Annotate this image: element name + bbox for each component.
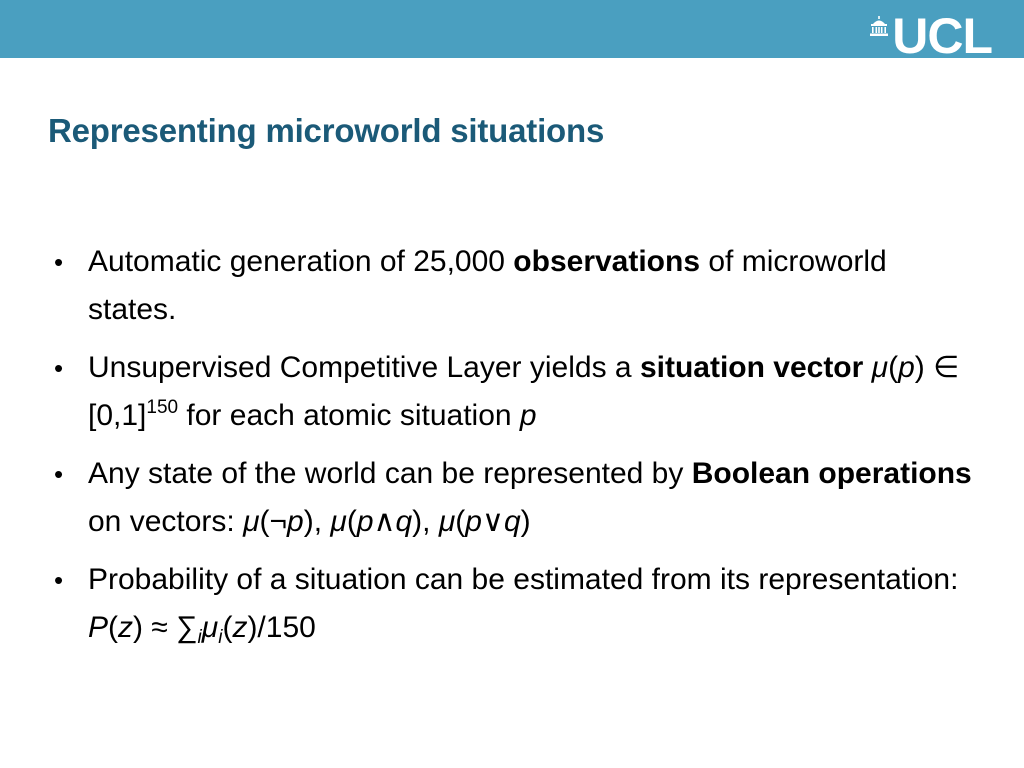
math-symbol: q <box>395 505 413 538</box>
math-text: ( <box>222 611 233 644</box>
bullet-situation-vector <box>48 344 978 440</box>
math-text: ( <box>888 351 899 384</box>
bullet-bold-text: observations <box>513 245 701 278</box>
bullet-dot: • <box>54 247 64 277</box>
math-text: ), <box>303 505 331 538</box>
math-subscript: i <box>197 627 202 648</box>
math-text: (¬ <box>259 505 288 538</box>
bullet-text: on vectors: <box>88 505 244 538</box>
math-symbol: μ <box>438 505 456 538</box>
math-symbol: μ <box>201 611 219 644</box>
math-operator: ∧ <box>373 505 396 538</box>
math-symbol: μ <box>330 505 347 538</box>
bullet-dot: • <box>54 565 64 595</box>
ucl-logo <box>869 14 992 58</box>
math-operator: ∨ <box>481 505 504 538</box>
bullet-bold-text: situation vector <box>639 351 864 384</box>
math-text: ( <box>455 505 466 538</box>
math-symbol: p <box>287 505 304 538</box>
math-text: ) <box>520 505 531 538</box>
math-text: ) <box>914 351 925 384</box>
math-symbol: p <box>356 505 374 538</box>
math-symbol: μ <box>243 505 260 538</box>
logo-text: UCL <box>892 14 992 58</box>
bullet-boolean-operations <box>48 450 978 546</box>
math-symbol: z <box>232 611 248 644</box>
bullet-probability <box>48 556 978 652</box>
bullet-list <box>48 238 978 662</box>
bullet-text: Probability of a situation can be estimated from its representation: <box>88 563 959 596</box>
math-symbol: z <box>118 611 134 644</box>
slide-title: Representing microworld situations <box>48 112 605 149</box>
math-superscript: 150 <box>146 397 179 418</box>
math-text: ∈ [0,1] <box>88 351 960 432</box>
math-symbol: p <box>519 399 537 432</box>
math-symbol: P <box>88 611 109 644</box>
header-band <box>0 0 1024 58</box>
bullet-dot: • <box>54 353 64 383</box>
math-text: ), <box>412 505 439 538</box>
bullet-text: Any state of the world can be represented by <box>88 457 692 490</box>
math-text: ) ≈ ∑ <box>133 611 198 644</box>
bullet-text: for each atomic situation <box>178 399 520 432</box>
math-symbol: p <box>465 505 482 538</box>
bullet-text: Unsupervised Competitive Layer yields a <box>88 351 640 384</box>
math-text: )/150 <box>247 611 316 644</box>
math-text: ( <box>108 611 119 644</box>
math-symbol: p <box>898 351 915 384</box>
bullet-observations <box>48 238 978 334</box>
bullet-text: Automatic generation of 25,000 <box>88 245 514 278</box>
math-symbol: μ <box>871 351 889 384</box>
math-text <box>863 351 871 384</box>
bullet-dot: • <box>54 459 64 489</box>
portico-icon <box>869 16 889 36</box>
math-subscript: i <box>218 627 223 648</box>
math-text: ( <box>346 505 357 538</box>
math-symbol: q <box>503 505 521 538</box>
bullet-bold-text: Boolean operations <box>691 457 972 490</box>
bullet-text: of microworld states. <box>88 245 887 326</box>
